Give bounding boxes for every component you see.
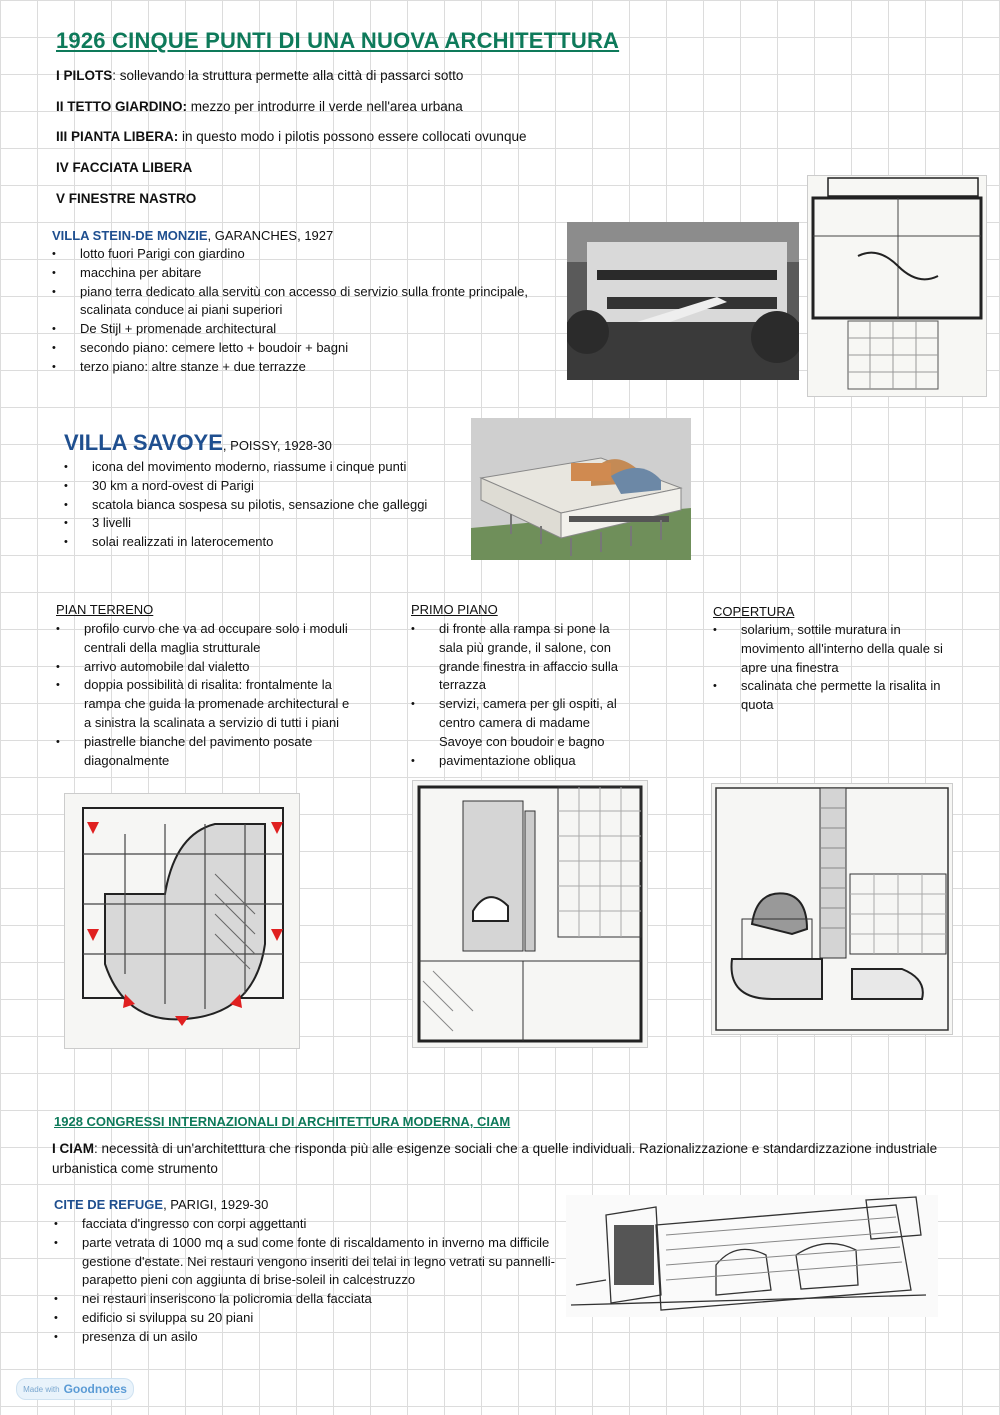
refuge-list [54, 1215, 566, 1347]
primo-piano-list [411, 620, 636, 770]
list-item: • di fronte alla rampa si pone la sala più grande, il salone, con grande finestra in affaccio sulla terrazza [411, 620, 636, 695]
ciam-title: 1928 CONGRESSI INTERNAZIONALI DI ARCHITETTURA MODERNA, CIAM [54, 1114, 511, 1129]
villa-stein-plan [807, 175, 987, 397]
goodnotes-badge: Made with Goodnotes [16, 1378, 134, 1400]
list-item: • solai realizzati in laterocemento [64, 533, 464, 552]
page-title: 1926 CINQUE PUNTI DI UNA NUOVA ARCHITETTURA [56, 28, 620, 53]
point-1: I PILOTS: sollevando la struttura permette alla città di passarci sotto [56, 68, 464, 83]
point-2: II TETTO GIARDINO: mezzo per introdurre il verde nell'area urbana [56, 99, 463, 114]
villa-savoye-model [471, 418, 691, 560]
list-item: • piastrelle bianche del pavimento posate diagonalmente [56, 733, 356, 771]
first-floor-plan [412, 780, 648, 1048]
column-heading-pian-terreno: PIAN TERRENO [56, 602, 154, 617]
list-item: • secondo piano: cemere letto + boudoir + bagni [52, 339, 564, 358]
list-item: • 3 livelli [64, 514, 464, 533]
list-item: • doppia possibilità di risalita: frontalmente la rampa che guida la promenade architectural e a sinistra la scalinata a servizio di tutti i piani [56, 676, 356, 732]
ciam-paragraph: I CIAM: necessità di un'architetttura che risponda più alle esigenze sociali che a quelle individuali. Razionalizzazione e standardizzazione industriale urbanistica come strumento [52, 1141, 938, 1176]
list-item: • macchina per abitare [52, 264, 564, 283]
cite-de-refuge-drawing [566, 1195, 938, 1317]
point-4: IV FACCIATA LIBERA [56, 160, 193, 175]
list-item: • 30 km a nord-ovest di Parigi [64, 477, 464, 496]
stein-list [52, 245, 564, 377]
list-item: • facciata d'ingresso con corpi aggettanti [54, 1215, 566, 1234]
list-item: • piano terra dedicato alla servitù con accesso di servizio sulla fronte principale, scalinata conduce ai piani superiori [52, 283, 564, 321]
list-item: • lotto fuori Parigi con giardino [52, 245, 564, 264]
list-item: • profilo curvo che va ad occupare solo i moduli centrali della maglia strutturale [56, 620, 356, 658]
list-item: • scatola bianca sospesa su pilotis, sensazione che galleggi [64, 496, 464, 515]
list-item: • scalinata che permette la risalita in quota [713, 677, 953, 715]
point-5: V FINESTRE NASTRO [56, 191, 197, 206]
list-item: • arrivo automobile dal vialetto [56, 658, 356, 677]
list-item: • parte vetrata di 1000 mq a sud come fonte di riscaldamento in inverno ma difficile gestione d'estate. Nei restauri vengono inseriti dei telai in legno vetrati su pannelli-parapetto pieni con aggiunta di brise-soleil in calcestruzzo [54, 1234, 566, 1290]
pian-terreno-list [56, 620, 356, 770]
list-item: • pavimentazione obliqua [411, 752, 636, 771]
list-item: • icona del movimento moderno, riassume i cinque punti [64, 458, 464, 477]
savoye-heading: VILLA SAVOYE, POISSY, 1928-30 [64, 430, 332, 455]
list-item: • servizi, camera per gli ospiti, al centro camera di madame Savoye con boudoir e bagno [411, 695, 636, 751]
list-item: • terzo piano: altre stanze + due terrazze [52, 358, 564, 377]
list-item: • solarium, sottile muratura in movimento all'interno della quale si apre una finestra [713, 621, 953, 677]
point-3: III PIANTA LIBERA: in questo modo i pilotis possono essere collocati ovunque [56, 129, 527, 144]
refuge-heading: CITE DE REFUGE, PARIGI, 1929-30 [54, 1197, 269, 1212]
ground-floor-plan [64, 793, 300, 1049]
villa-stein-photo [567, 222, 799, 380]
roof-plan [711, 783, 953, 1035]
copertura-list [713, 621, 953, 715]
column-heading-copertura: COPERTURA [713, 604, 795, 619]
column-heading-primo-piano: PRIMO PIANO [411, 602, 498, 617]
list-item: • nei restauri inseriscono la policromia della facciata [54, 1290, 566, 1309]
list-item: • De Stijl + promenade architectural [52, 320, 564, 339]
stein-heading: VILLA STEIN-DE MONZIE, GARANCHES, 1927 [52, 228, 334, 243]
list-item: • presenza di un asilo [54, 1328, 566, 1347]
savoye-list [64, 458, 464, 552]
list-item: • edificio si sviluppa su 20 piani [54, 1309, 566, 1328]
